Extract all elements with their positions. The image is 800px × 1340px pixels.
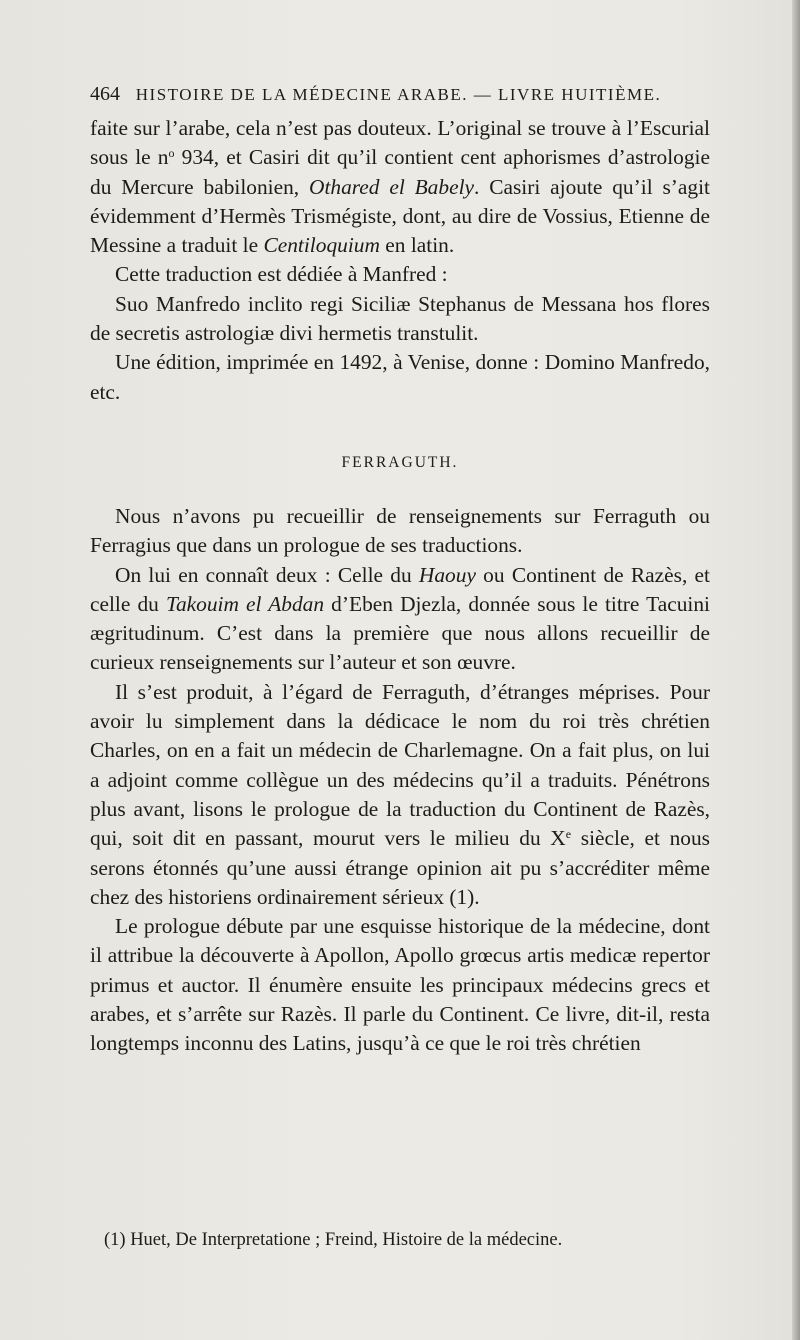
paragraph-7: Il s’est produit, à l’égard de Ferraguth, d’étranges méprises. Pour avoir lu simplement dans la dédicace le nom du roi très chrétien Charles, on en a fait un médecin de Charlemagne. On a fait plus, on lui a adjoint comme collègue un des médecins qu’il a traduits. Pénétrons plus avant, lisons le prologue de la traduction du Continent de Razès, qui, soit dit en passant, mourut vers le milieu du Xe siècle, et nous serons étonnés qu’une aussi étrange opinion ait pu s’accréditer même chez des historiens ordinairement sérieux (1). bbox=[90, 679, 710, 909]
paragraph-4: Une édition, imprimée en 1492, à Venise, donne : Domino Manfredo, etc. bbox=[90, 350, 710, 404]
running-title: HISTOIRE DE LA MÉDECINE ARABE. — LIVRE HUITIÈME. bbox=[135, 85, 662, 104]
page-number: 464 bbox=[90, 83, 120, 105]
paragraph-5: Nous n’avons pu recueillir de renseignements sur Ferraguth ou Ferragius que dans un prologue de ses traductions. bbox=[90, 503, 710, 558]
running-header bbox=[90, 83, 710, 113]
paragraph-8: Le prologue débute par une esquisse historique de la médecine, dont il attribue la découverte à Apollon, Apollo grœcus artis medicæ repertor primus et auctor. Il énumère ensuite les principaux médecins grecs et arabes, et s’arrête sur Razès. Il parle du Continent. Ce livre, dit-il, resta longtemps inconnu des Latins, jusqu’à ce que le roi très chrétien bbox=[90, 914, 710, 1056]
paragraph-1: faite sur l’arabe, cela n’est pas douteux. L’original se trouve à l’Escurial sous le $n^o$ 934, et Casiri dit qu’il contient cent aphorismes d’astrologie du Mercure babilonien, Othared el Babely. Casiri ajoute qu’il s’agit évidemment d’Hermès Trismégiste, dont, au dire de Vossius, Etienne de Messine a traduit le Centiloquium en latin. bbox=[90, 116, 710, 258]
paragraph-3-latin-dedication: Suo Manfredo inclito regi Siciliæ Stephanus de Messana hos flores de secretis astrologiæ divi hermetis transtulit. bbox=[90, 291, 710, 346]
paragraph-2: Cette traduction est dédiée à Manfred : bbox=[115, 262, 448, 287]
page-edge bbox=[792, 0, 800, 1340]
section-heading: FERRAGUTH. bbox=[341, 453, 459, 471]
main-text bbox=[90, 114, 710, 1059]
footnote: (1) Huet, De Interpretatione ; Freind, Histoire de la médecine. bbox=[104, 1230, 563, 1250]
paragraph-6: On lui en connaît deux : Celle du Haouy ou Continent de Razès, et celle du Takouim el Abdan d’Eben Djezla, donnée sous le titre Tacuini ægritudinum. C’est dans la première que nous allons recueillir de curieux renseignements sur l’auteur et son œuvre. bbox=[90, 562, 710, 675]
